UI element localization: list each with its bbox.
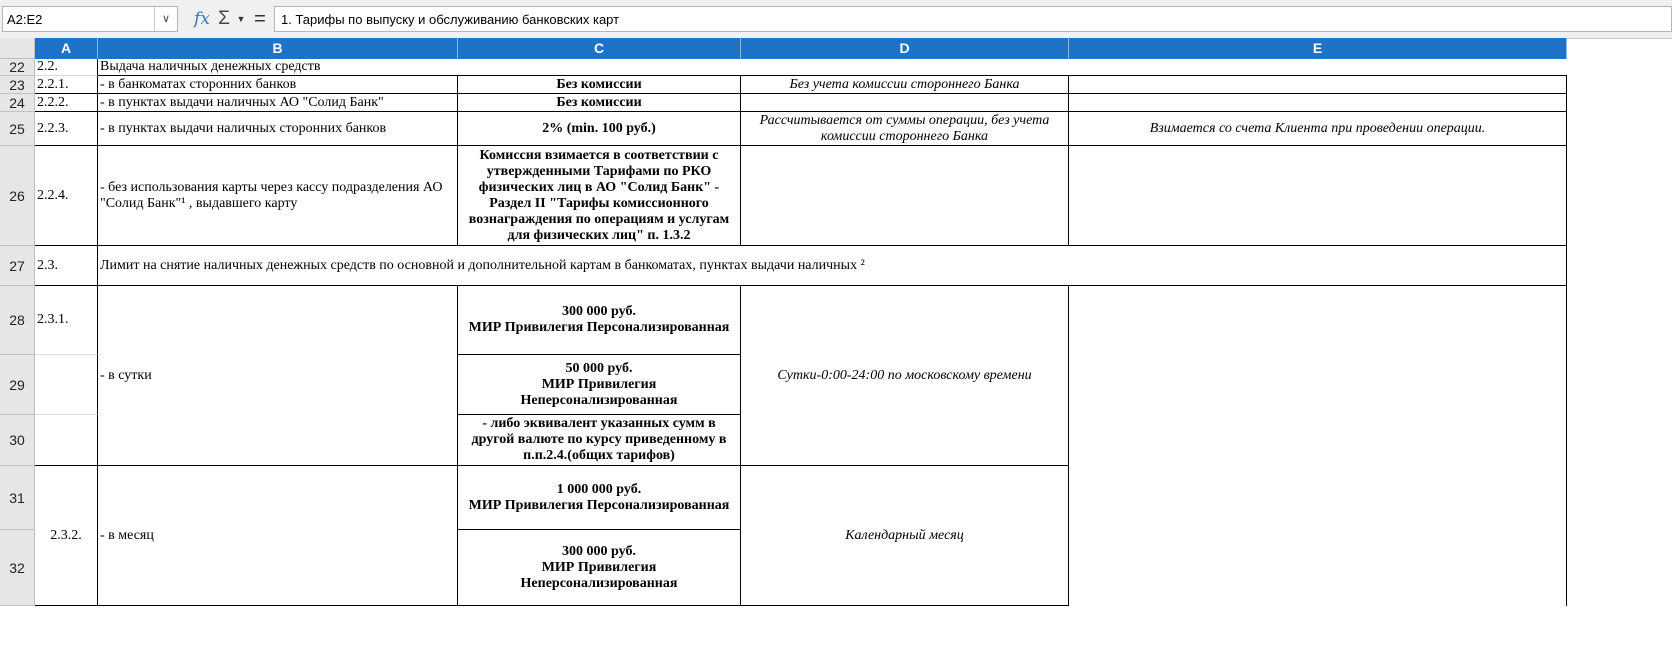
column-header-c[interactable]: C bbox=[458, 38, 741, 59]
cell-c28[interactable] bbox=[458, 286, 741, 355]
cell-d24[interactable] bbox=[741, 94, 1069, 112]
cell-d28-merged[interactable] bbox=[741, 286, 1069, 466]
column-header-d[interactable]: D bbox=[741, 38, 1069, 59]
chevron-down-icon[interactable]: ∨ bbox=[154, 7, 177, 31]
cell-a26-text: 2.2.4. bbox=[37, 187, 69, 203]
cell-e28-merged[interactable] bbox=[1069, 286, 1567, 606]
cell-a22[interactable] bbox=[35, 59, 98, 76]
cell-d28-text: Сутки-0:00-24:00 по московскому времени bbox=[777, 367, 1032, 383]
cell-b28-text: - в сутки bbox=[100, 367, 152, 383]
sum-icon[interactable]: Σ bbox=[218, 8, 230, 29]
cell-a31-text: 2.3.2. bbox=[50, 527, 82, 543]
cell-b22[interactable] bbox=[98, 59, 1567, 76]
cell-d26[interactable] bbox=[741, 146, 1069, 246]
column-header-a[interactable]: A bbox=[35, 38, 98, 59]
row-header-31[interactable]: 31 bbox=[0, 466, 35, 530]
row-header-24[interactable]: 24 bbox=[0, 94, 35, 112]
row-header-29[interactable]: 29 bbox=[0, 355, 35, 415]
cell-a24-text: 2.2.2. bbox=[37, 94, 69, 110]
cell-b24-text: - в пунктах выдачи наличных АО "Солид Банк" bbox=[100, 94, 384, 110]
cell-c25-text: 2% (min. 100 руб.) bbox=[542, 120, 656, 136]
cell-d31-text: Календарный месяц bbox=[845, 527, 964, 543]
cell-c29-text: 50 000 руб. МИР Привилегия Неперсонализированная bbox=[520, 360, 678, 408]
cell-b27-text: Лимит на снятие наличных денежных средств по основной и дополнительной картам в банкоматах, пунктах выдачи наличных ² bbox=[100, 257, 865, 273]
formula-input[interactable] bbox=[274, 6, 1672, 32]
cell-b23-text: - в банкоматах сторонних банков bbox=[100, 76, 297, 92]
cell-a22-text: 2.2. bbox=[37, 59, 58, 74]
column-header-b[interactable]: B bbox=[98, 38, 458, 59]
cell-a25[interactable] bbox=[35, 112, 98, 146]
select-all-corner[interactable] bbox=[0, 38, 35, 59]
row-header-22[interactable]: 22 bbox=[0, 59, 35, 76]
formula-icon[interactable]: = bbox=[254, 8, 266, 30]
cell-b31-merged[interactable] bbox=[98, 466, 458, 606]
cell-b26[interactable] bbox=[98, 146, 458, 246]
cell-b26-text: - без использования карты через кассу подразделения АО "Солид Банк"¹ , выдавшего карту bbox=[100, 179, 443, 211]
name-box-value[interactable]: A2:E2 bbox=[7, 12, 43, 27]
cell-c28-text: 300 000 руб. МИР Привилегия Персонализированная bbox=[468, 304, 730, 335]
spreadsheet-grid bbox=[0, 38, 1672, 647]
cell-c25[interactable] bbox=[458, 112, 741, 146]
cell-e25-text: Взимается со счета Клиента при проведении операции. bbox=[1149, 120, 1486, 136]
cell-e23[interactable] bbox=[1069, 76, 1567, 94]
cell-b28-merged[interactable] bbox=[98, 286, 458, 466]
cell-b27[interactable] bbox=[98, 246, 1567, 286]
row-header-27[interactable]: 27 bbox=[0, 246, 35, 286]
cell-d25-text: Рассчитывается от суммы операции, без учета комиссии стороннего Банка bbox=[759, 112, 1050, 144]
cell-c23[interactable] bbox=[458, 76, 741, 94]
row-header-25[interactable]: 25 bbox=[0, 112, 35, 146]
name-box[interactable] bbox=[2, 6, 178, 32]
cell-c32[interactable] bbox=[458, 530, 741, 606]
formula-bar bbox=[0, 0, 1672, 39]
cell-d25[interactable] bbox=[741, 112, 1069, 146]
cell-a23-text: 2.2.1. bbox=[37, 76, 69, 92]
cell-b24[interactable] bbox=[98, 94, 458, 112]
cell-b23[interactable] bbox=[98, 76, 458, 94]
cell-d23[interactable] bbox=[741, 76, 1069, 94]
cell-e26[interactable] bbox=[1069, 146, 1567, 246]
cell-c30-text: - либо эквивалент указанных сумм в другой валюте по курсу приведенному в п.п.2.4.(общих тарифов) bbox=[471, 416, 727, 463]
cell-a23[interactable] bbox=[35, 76, 98, 94]
cell-a31-merged[interactable] bbox=[35, 466, 98, 606]
function-wizard-icon[interactable]: fx bbox=[194, 9, 210, 29]
row-header-30[interactable]: 30 bbox=[0, 415, 35, 466]
cell-b25[interactable] bbox=[98, 112, 458, 146]
cell-c29[interactable] bbox=[458, 355, 741, 415]
sum-dropdown-icon[interactable]: ▼ bbox=[236, 14, 246, 24]
cell-c24[interactable] bbox=[458, 94, 741, 112]
cell-c26-text: Комиссия взимается в соответствии с утвержденными Тарифами по РКО физических лиц в АО "Солид Банк" - Раздел II "Тарифы комиссионного вознаграждения по операциям и услугам для физических лиц" п. 1.3.2 bbox=[468, 147, 730, 243]
cell-e25[interactable] bbox=[1069, 112, 1567, 146]
column-header-e[interactable]: E bbox=[1069, 38, 1567, 59]
cell-a26[interactable] bbox=[35, 146, 98, 246]
row-header-28[interactable]: 28 bbox=[0, 286, 35, 355]
cell-a27[interactable] bbox=[35, 246, 98, 286]
cell-a24[interactable] bbox=[35, 94, 98, 112]
cell-a28-text: 2.3.1. bbox=[37, 312, 69, 327]
cell-b25-text: - в пунктах выдачи наличных сторонних банков bbox=[100, 120, 387, 136]
formula-input-value[interactable]: 1. Тарифы по выпуску и обслуживанию банковских карт bbox=[281, 12, 620, 27]
cell-b22-text: Выдача наличных денежных средств bbox=[100, 59, 321, 74]
cell-b31-text: - в месяц bbox=[100, 527, 154, 543]
cell-c23-text: Без комиссии bbox=[556, 76, 642, 92]
cell-d23-text: Без учета комиссии стороннего Банка bbox=[789, 76, 1020, 92]
row-header-32[interactable]: 32 bbox=[0, 530, 35, 606]
cell-c24-text: Без комиссии bbox=[556, 94, 642, 110]
cell-a25-text: 2.2.3. bbox=[37, 120, 69, 136]
cell-a30[interactable] bbox=[35, 415, 98, 466]
cell-a27-text: 2.3. bbox=[37, 257, 58, 273]
cell-d31-merged[interactable] bbox=[741, 466, 1069, 606]
row-header-26[interactable]: 26 bbox=[0, 146, 35, 246]
cell-c31-text: 1 000 000 руб. МИР Привилегия Персонализированная bbox=[468, 481, 730, 513]
cell-a28[interactable] bbox=[35, 286, 98, 355]
row-header-23[interactable]: 23 bbox=[0, 76, 35, 94]
cell-c31[interactable] bbox=[458, 466, 741, 530]
cell-c26[interactable] bbox=[458, 146, 741, 246]
cell-a29[interactable] bbox=[35, 355, 98, 415]
cell-c32-text: 300 000 руб. МИР Привилегия Неперсонализированная bbox=[520, 543, 678, 591]
cell-e24[interactable] bbox=[1069, 94, 1567, 112]
cell-c30[interactable] bbox=[458, 415, 741, 466]
